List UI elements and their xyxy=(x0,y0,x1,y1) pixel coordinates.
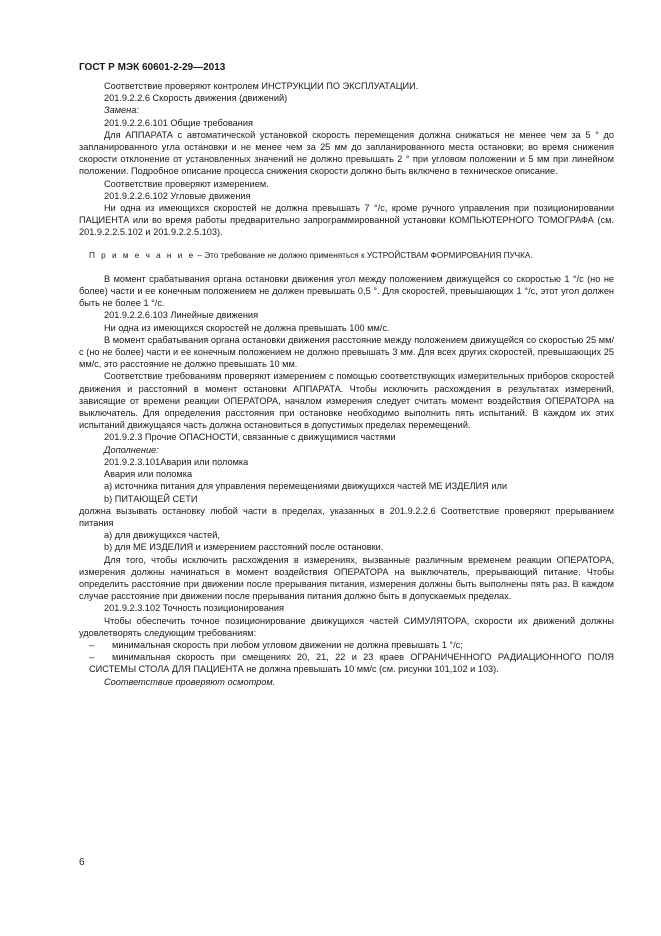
section-heading: 201.9.2.2.6.102 Угловые движения xyxy=(104,190,251,201)
list-item: a) источника питания для управления перемещениями движущихся частей МЕ ИЗДЕЛИЯ или xyxy=(104,481,507,492)
paragraph: Для АППАРАТА с автоматической установкой скорость перемещения должна снижаться не менее чем за 5 ° до запланированного угла остановки и не менее чем за 25 мм до запланированного места остановки; во время снижения скорости отклонение от установленных значений не должно превышать 2 ° при угловом положении и 5 мм при линейном положении. Подробное описание процесса снижения скорости должно быть включено в техническое описание. xyxy=(79,129,614,177)
paragraph: Ни одна из имеющихся скоростей не должна превышать 7 °/с, кроме ручного управления при позиционировании ПАЦИЕНТА или во время работы предварительно запрограммированной установки КОМПЬЮТЕРНОГО ТОМОГРАФА (см. 201.9.2.2.5.102 и 201.9.2.2.5.103). xyxy=(79,203,614,238)
section-heading: 201.9.2.3.102 Точность позиционирования xyxy=(104,603,284,614)
compliance-note: Соответствие проверяют осмотром. xyxy=(104,676,276,687)
paragraph: Соответствие требованиям проверяют измерением с помощью соответствующих измерительных приборов скоростей движения и расстояний в момент остановки АППАРАТА. Чтобы исключить расхождения в результатах измерений, зависящие от времени реакции ОПЕРАТОРА, началом измерения следует считать момент воздействия ОПЕРАТОРА на выключатель. Для определения расстояния при остановке необходимо выполнить пять испытаний. В каждом их этих испытаний движущаяся часть должна остановиться в допустимых пределах перемещений. xyxy=(79,371,614,431)
paragraph: Чтобы обеспечить точное позиционирование движущихся частей СИМУЛЯТОРА, скорости их движений должны удовлетворять следующим требованиям: xyxy=(79,615,614,638)
note xyxy=(79,250,614,262)
list-dash: – xyxy=(89,639,95,650)
list-item: b) для МЕ ИЗДЕЛИЯ и измерением расстояний после остановки. xyxy=(104,542,384,553)
section-heading: 201.9.2.3.101Авария или поломка xyxy=(104,456,249,467)
paragraph: В момент срабатывания органа остановки движения угол между положением движущейся со скоростью 1 °/с (но не более) части и ее конечным положением не должен превышать 0,5 °. Для скоростей, превышающих 1 °/с, этот угол должен быть не более 1 °/с. xyxy=(79,273,614,309)
paragraph: Ни одна из имеющихся скоростей не должна превышать 100 мм/с. xyxy=(104,322,390,333)
section-heading: 201.9.2.3 Прочие ОПАСНОСТИ, связанные с движущимися частями xyxy=(104,432,396,443)
section-heading: 201.9.2.2.6.101 Общие требования xyxy=(104,117,253,128)
paragraph: Соответствие проверяют контролем ИНСТРУКЦИИ ПО ЭКСПЛУАТАЦИИ. xyxy=(104,81,419,91)
section-heading: 201.9.2.2.6 Скорость движения (движений) xyxy=(104,93,288,104)
list-item-text: минимальная скорость при смещениях 20, 21, 22 и 23 краев ОГРАНИЧЕННОГО РАДИАЦИОННОГО ПОЛЯ СИСТЕМЫ СТОЛА ДЛЯ ПАЦИЕНТА не должна превышать 10 мм/с (см. рисунки 101,102 и 103). xyxy=(89,652,614,675)
document-header: ГОСТ Р МЭК 60601-2-29—2013 xyxy=(79,62,226,73)
addition-label: Дополнение: xyxy=(104,444,159,455)
list-item xyxy=(79,651,614,675)
note-dash: – xyxy=(197,250,202,260)
note-label: П р и м е ч а н и е xyxy=(89,250,196,260)
page-number: 6 xyxy=(79,857,85,868)
section-heading: 201.9.2.2.6.103 Линейные движения xyxy=(104,310,259,321)
list-dash: – xyxy=(89,652,95,663)
amendment-label: Замена: xyxy=(104,105,139,116)
paragraph: Авария или поломка xyxy=(104,469,193,480)
list-item xyxy=(79,639,614,651)
list-item: b) ПИТАЮЩЕЙ СЕТИ xyxy=(104,493,198,504)
list-item: a) для движущихся частей, xyxy=(104,530,220,541)
document-body xyxy=(79,80,614,688)
list-item-text: минимальная скорость при любом угловом движении не должна превышать 1 °/с; xyxy=(112,639,463,650)
paragraph: В момент срабатывания органа остановки движения расстояние между положением движущейся со скоростью 25 мм/с (но не более) части и ее конечным положением не должно превышать 3 мм. Для всех других скоростей, превышающих 25 мм/с, это расстояние не должно превышать 10 мм. xyxy=(79,334,614,370)
paragraph: Соответствие проверяют измерением. xyxy=(104,178,269,189)
paragraph: должна вызывать остановку любой части в пределах, указанных в 201.9.2.2.6 Соответствие проверяют прерыванием питания xyxy=(79,505,614,528)
paragraph: Для того, чтобы исключить расхождения в измерениях, вызванные различным временем реакции ОПЕРАТОРА, измерения должны начинаться в момент воздействия ОПЕРАТОРА на выключатель, прерывающий питание. Чтобы определить расстояние при движении после прерывания питания, измерения должны быть выполнены пять раз. В каждом случае расстояние при движении после прерывания питания должно быть в допускаемых пределах. xyxy=(79,554,614,602)
note-text: Это требование не должно применяться к УСТРОЙСТВАМ ФОРМИРОВАНИЯ ПУЧКА. xyxy=(204,250,533,260)
